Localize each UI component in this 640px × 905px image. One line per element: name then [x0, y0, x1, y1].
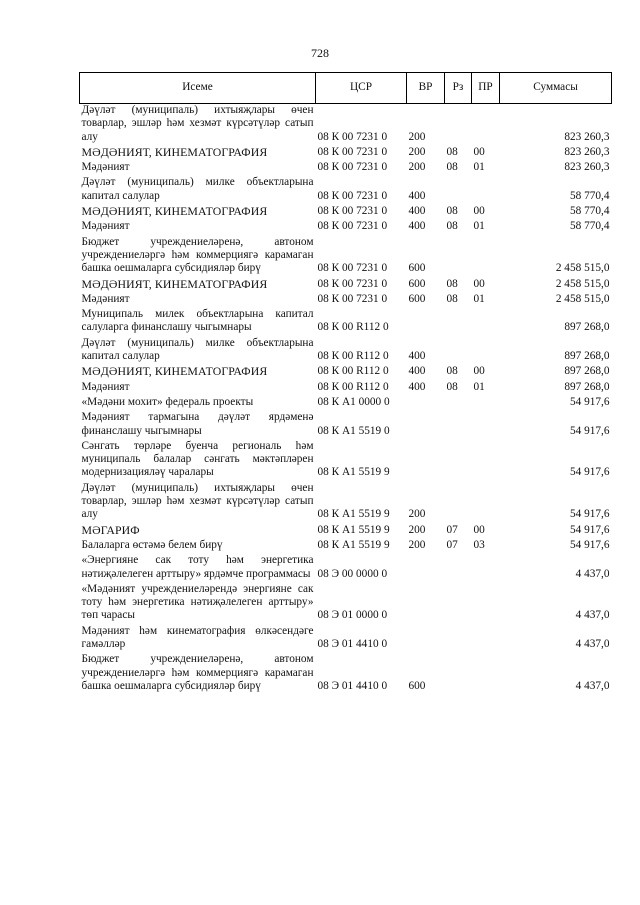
row-pr [472, 438, 500, 480]
header-pr: ПР [472, 73, 500, 104]
row-name: Дәүләт (муниципаль) ихтыяҗлары өчен товарлар, эшләр һәм хезмәт күрсәтүләр сатып алу [81, 481, 314, 521]
row-csr: 08 Э 01 4410 0 [317, 679, 388, 692]
row-name: Мәдәният һәм кинематография өлкәсендәге гамәлләр [81, 624, 314, 650]
row-name: Мәдәният [81, 292, 130, 305]
row-rz: 07 [446, 523, 458, 536]
row-vr: 200 [408, 523, 426, 536]
row-pr [472, 104, 500, 144]
row-pr: 01 [473, 292, 485, 305]
row-name: «Мәдәни мохит» федераль проекты [81, 395, 254, 408]
table-row [80, 623, 612, 652]
row-vr [407, 623, 445, 652]
row-name: «Энергияне сак тоту һәм энергетика нәтиҗәлелеген арттыру» ярдәмче программасы [81, 554, 314, 580]
table-row [80, 218, 612, 233]
page-number: 728 [311, 46, 329, 60]
row-name: Мәдәният [81, 220, 130, 233]
row-sum: 54 917,6 [569, 424, 610, 437]
row-sum: 54 917,6 [569, 395, 610, 408]
row-csr: 08 К 00 7231 0 [317, 277, 388, 290]
row-name: Сәнгать төрләре буенча региональ һәм муниципаль балалар сәнгать мәктәпләрен модернизацияләү чаралары [81, 439, 314, 479]
row-rz [445, 104, 472, 144]
budget-table [79, 72, 612, 693]
row-vr: 400 [408, 220, 426, 233]
row-vr [407, 306, 445, 335]
row-name: «Мәдәният учреждениеләрендә энергияне сак тоту һәм энергетика нәтиҗәлелеген арттыру» төп чарасы [81, 582, 314, 622]
row-csr: 08 К 00 7231 0 [317, 189, 388, 202]
row-rz: 08 [446, 292, 458, 305]
row-vr: 400 [408, 189, 426, 202]
row-vr: 600 [408, 679, 426, 692]
row-vr [407, 552, 445, 581]
header-vr: ВР [407, 73, 445, 104]
row-rz: 08 [446, 145, 458, 158]
row-name: МӘГАРИФ [81, 522, 140, 537]
table-row [80, 335, 612, 364]
row-csr: 08 К 00 7231 0 [317, 220, 388, 233]
table-row [80, 291, 612, 306]
row-csr: 08 Э 01 4410 0 [317, 637, 388, 650]
row-pr: 00 [473, 145, 485, 158]
row-pr: 00 [473, 205, 485, 218]
row-vr [407, 394, 445, 409]
row-csr: 08 К 00 R112 0 [317, 321, 389, 334]
row-vr: 600 [408, 292, 426, 305]
row-rz [445, 581, 472, 623]
row-vr [407, 409, 445, 438]
row-rz [445, 394, 472, 409]
row-name: МӘДӘНИЯТ, КИНЕМАТОГРАФИЯ [81, 204, 268, 219]
row-vr [407, 438, 445, 480]
row-rz [445, 438, 472, 480]
row-csr: 08 К 00 R112 0 [317, 365, 389, 378]
row-sum: 4 437,0 [575, 637, 610, 650]
row-csr: 08 К А1 5519 0 [317, 424, 390, 437]
row-vr: 200 [408, 538, 426, 551]
row-name: Мәдәният тармагына дәүләт ярдәменә финанслашу чыгымнары [81, 411, 314, 437]
row-name: Балаларга өстәмә белем бирү [81, 538, 223, 551]
table-row [80, 522, 612, 537]
row-csr: 08 Э 00 0000 0 [317, 567, 388, 580]
row-sum: 897 268,0 [564, 350, 610, 363]
row-csr: 08 К А1 5519 9 [317, 523, 390, 536]
table-row [80, 480, 612, 522]
row-sum: 823 260,3 [564, 145, 610, 158]
row-vr: 200 [408, 145, 426, 158]
table-row [80, 104, 612, 144]
row-rz [445, 552, 472, 581]
row-rz: 08 [446, 161, 458, 174]
row-sum: 2 458 515,0 [555, 262, 610, 275]
table-row [80, 144, 612, 159]
row-csr: 08 К 00 R112 0 [317, 350, 389, 363]
row-sum: 2 458 515,0 [555, 277, 610, 290]
table-body [80, 104, 612, 694]
row-vr: 400 [408, 380, 426, 393]
row-name: МӘДӘНИЯТ, КИНЕМАТОГРАФИЯ [81, 276, 268, 291]
table-header [80, 73, 612, 104]
row-csr: 08 К 00 7231 0 [317, 292, 388, 305]
row-csr: 08 К А1 5519 9 [317, 538, 390, 551]
table-row [80, 409, 612, 438]
row-csr: 08 Э 01 0000 0 [317, 609, 388, 622]
row-name: МӘДӘНИЯТ, КИНЕМАТОГРАФИЯ [81, 364, 268, 379]
row-pr [472, 552, 500, 581]
row-sum: 4 437,0 [575, 679, 610, 692]
row-pr: 01 [473, 380, 485, 393]
row-sum: 4 437,0 [575, 567, 610, 580]
header-sum: Суммасы [500, 73, 612, 104]
row-vr: 200 [408, 508, 426, 521]
row-pr [472, 174, 500, 203]
table-row [80, 363, 612, 378]
row-pr [472, 234, 500, 276]
row-csr: 08 К 00 7231 0 [317, 161, 388, 174]
row-sum: 58 770,4 [569, 220, 610, 233]
row-csr: 08 К 00 7231 0 [317, 130, 388, 143]
row-sum: 823 260,3 [564, 130, 610, 143]
row-pr [472, 480, 500, 522]
table-row [80, 537, 612, 552]
row-sum: 54 917,6 [569, 538, 610, 551]
row-pr [472, 651, 500, 693]
row-rz [445, 234, 472, 276]
row-rz: 08 [446, 365, 458, 378]
table-row [80, 159, 612, 174]
row-pr: 00 [473, 277, 485, 290]
row-pr: 00 [473, 523, 485, 536]
row-rz: 08 [446, 380, 458, 393]
row-rz [445, 409, 472, 438]
row-sum: 2 458 515,0 [555, 292, 610, 305]
row-sum: 58 770,4 [569, 205, 610, 218]
row-sum: 54 917,6 [569, 508, 610, 521]
row-sum: 897 268,0 [564, 321, 610, 334]
header-name: Исеме [80, 73, 316, 104]
row-pr: 00 [473, 365, 485, 378]
row-vr [407, 581, 445, 623]
row-pr [472, 335, 500, 364]
row-name: Муниципаль милек объектларына капитал салуларга финанслашу чыгымнары [81, 308, 314, 334]
row-name: Бюджет учреждениеләренә, автоном учреждениеләргә һәм коммерциягә карамаган башка оешмаларга субсидияләр бирү [81, 653, 314, 692]
header-rz: Рз [445, 73, 472, 104]
row-sum: 897 268,0 [564, 365, 610, 378]
row-rz [445, 335, 472, 364]
row-vr: 400 [408, 205, 426, 218]
row-name: Дәүләт (муниципаль) ихтыяҗлары өчен товарлар, эшләр һәм хезмәт күрсәтүләр сатып алу [81, 104, 314, 143]
row-sum: 58 770,4 [569, 189, 610, 202]
row-rz: 08 [446, 277, 458, 290]
row-pr [472, 306, 500, 335]
row-vr: 600 [408, 262, 426, 275]
row-pr [472, 394, 500, 409]
row-rz: 08 [446, 220, 458, 233]
table-row [80, 651, 612, 693]
table-row [80, 394, 612, 409]
row-csr: 08 К А1 5519 9 [317, 466, 390, 479]
row-sum: 54 917,6 [569, 466, 610, 479]
row-pr [472, 581, 500, 623]
row-csr: 08 К 00 7231 0 [317, 145, 388, 158]
row-vr: 400 [408, 350, 426, 363]
table-row [80, 552, 612, 581]
row-sum: 897 268,0 [564, 380, 610, 393]
row-vr: 200 [408, 130, 426, 143]
row-rz [445, 480, 472, 522]
row-rz [445, 174, 472, 203]
table-row [80, 276, 612, 291]
row-pr [472, 409, 500, 438]
row-sum: 823 260,3 [564, 161, 610, 174]
table-row [80, 174, 612, 203]
row-pr: 03 [473, 538, 485, 551]
table-row [80, 581, 612, 623]
row-name: Мәдәният [81, 380, 130, 393]
row-vr: 400 [408, 365, 426, 378]
row-rz [445, 623, 472, 652]
row-name: Бюджет учреждениеләренә, автоном учреждениеләргә һәм коммерциягә карамаган башка оешмаларга субсидияләр бирү [81, 235, 314, 275]
row-csr: 08 К 00 R112 0 [317, 380, 389, 393]
row-pr: 01 [473, 161, 485, 174]
row-rz: 08 [446, 205, 458, 218]
row-sum: 4 437,0 [575, 609, 610, 622]
row-rz: 07 [446, 538, 458, 551]
row-csr: 08 К А1 5519 9 [317, 508, 390, 521]
row-vr: 200 [408, 161, 426, 174]
row-sum: 54 917,6 [569, 523, 610, 536]
table-row [80, 379, 612, 394]
row-name: Дәүләт (муниципаль) милке объектларына капитал салулар [81, 336, 314, 363]
row-pr [472, 623, 500, 652]
row-name: Мәдәният [81, 161, 130, 174]
row-name: МӘДӘНИЯТ, КИНЕМАТОГРАФИЯ [81, 144, 268, 159]
table-row [80, 203, 612, 218]
row-csr: 08 К 00 7231 0 [317, 262, 388, 275]
row-name: Дәүләт (муниципаль) милке объектларына капитал салулар [81, 176, 314, 202]
row-rz [445, 651, 472, 693]
table-row [80, 306, 612, 335]
row-rz [445, 306, 472, 335]
row-vr: 600 [408, 277, 426, 290]
header-csr: ЦСР [316, 73, 407, 104]
row-csr: 08 К 00 7231 0 [317, 205, 388, 218]
table-row [80, 234, 612, 276]
table-row [80, 438, 612, 480]
row-pr: 01 [473, 220, 485, 233]
row-csr: 08 К А1 0000 0 [317, 395, 390, 408]
